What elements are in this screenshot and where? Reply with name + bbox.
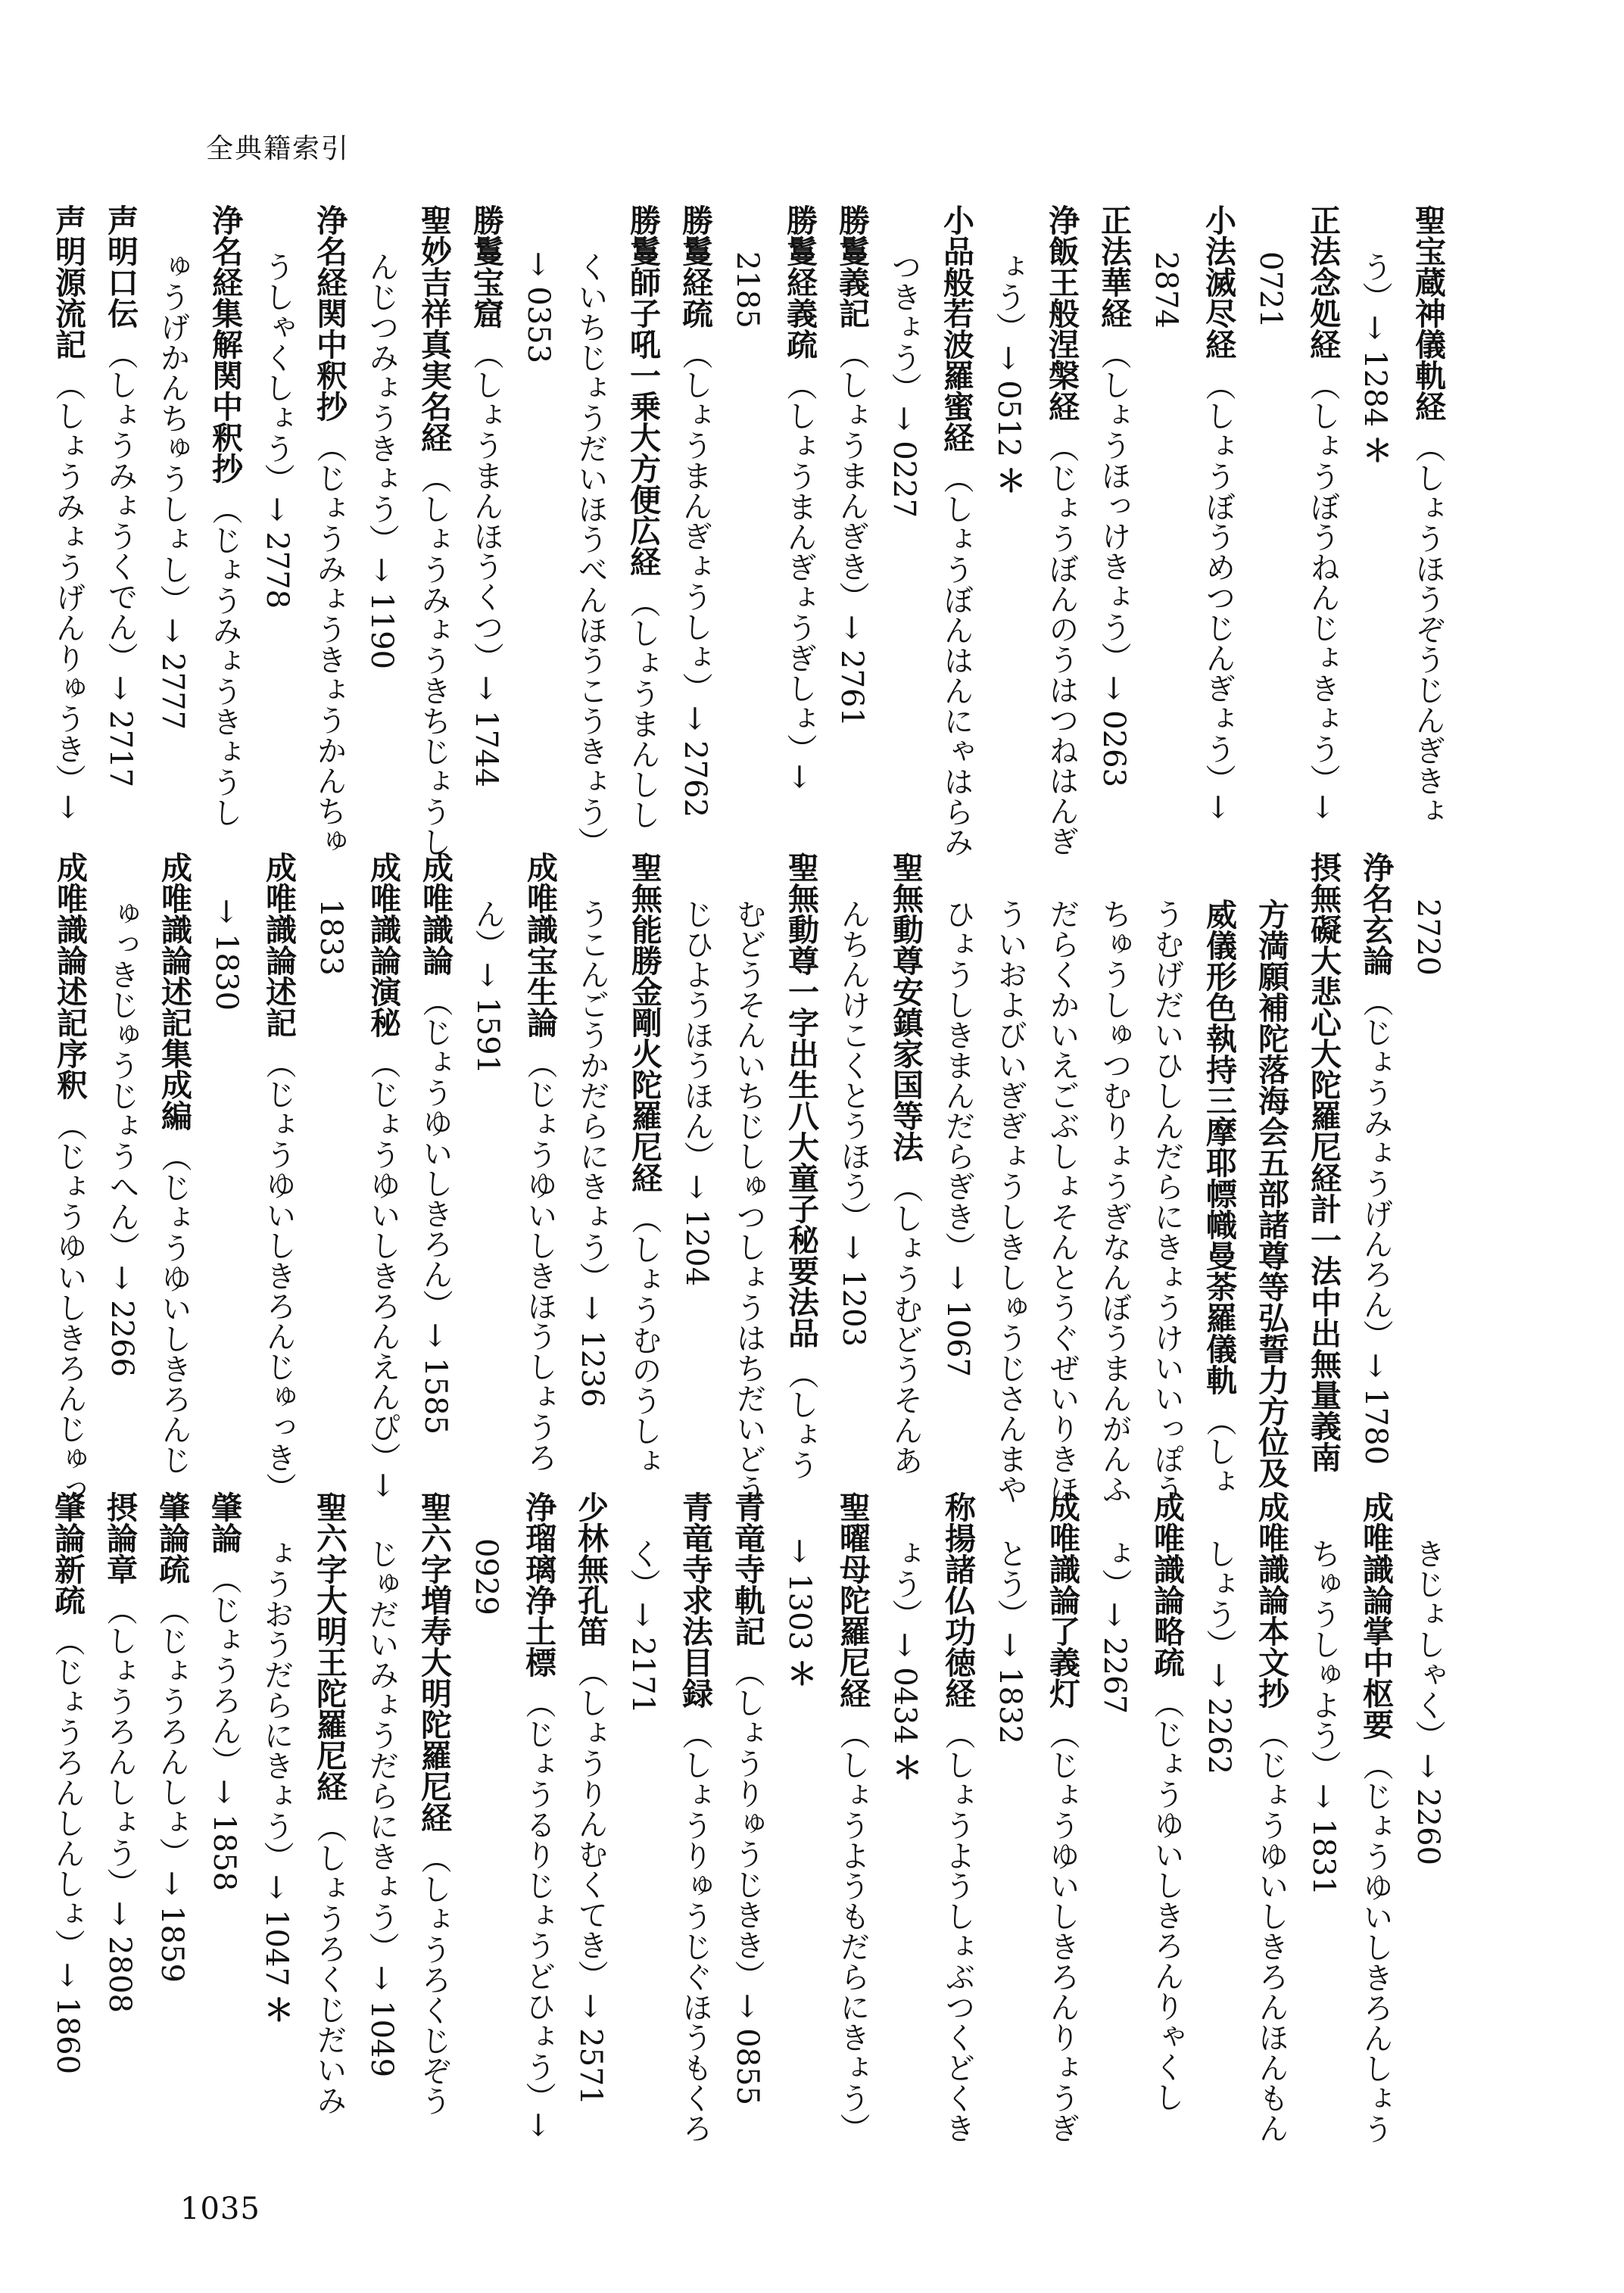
index-entry-continuation: [1139, 204, 1192, 787]
index-headword: 声明口伝: [102, 204, 139, 329]
index-entry: [357, 852, 409, 1498]
index-entry-continuation: [1140, 852, 1192, 1504]
cross-reference: → 1190: [364, 557, 399, 670]
index-reading: （じょうゆいしきろんえんぴ）→: [366, 1048, 401, 1498]
index-reading: （しょうようしょぶつくどくき: [940, 1719, 975, 2143]
index-headword: 正法念処経: [1304, 204, 1341, 360]
index-reading: （じょうゆいしきろんじゅっき）: [261, 1048, 296, 1503]
index-reading: ん）: [470, 899, 505, 959]
index-headword: 聖無動尊安鎮家国等法: [887, 852, 924, 1162]
index-reading: ちゅうしゅよう）: [1306, 1538, 1341, 1781]
index-entry: [94, 204, 146, 787]
index-headword: 少林無孔笛: [572, 1491, 609, 1647]
index-headword: 肇論疏: [154, 1491, 190, 1584]
index-reading: んちんけこくとうほう）: [836, 899, 871, 1232]
index-headword: 成唯識論本文抄: [1253, 1491, 1289, 1709]
index-reading: だらくかいえごぶしょそんとうぐぜいりきほ: [1045, 899, 1080, 1504]
index-reading: しょう）: [1202, 1538, 1236, 1659]
index-entry: [826, 1491, 878, 2143]
index-headword: 成唯識論演秘: [365, 852, 401, 1038]
index-headword: 小品般若波羅蜜経: [938, 204, 974, 453]
index-entry: [618, 852, 670, 1476]
index-reading: （じょうゆいしきろんりょうぎ: [1045, 1719, 1080, 2143]
index-reading: じひようほうほん）: [679, 899, 714, 1171]
cross-reference: → 2266: [104, 1265, 139, 1378]
index-reading: むどうそんいちじしゅつしょうはちだいどう: [731, 899, 766, 1504]
index-entry: [148, 852, 200, 1475]
index-entry: [1245, 1491, 1297, 2143]
index-entry: [409, 852, 461, 1442]
cross-reference: → 1859: [154, 1871, 189, 1983]
index-reading: ょう）: [991, 251, 1026, 342]
index-entry: [145, 1491, 198, 2074]
index-entry: [1035, 204, 1087, 856]
index-entry-continuation: [877, 204, 930, 787]
index-entry-continuation: [1244, 204, 1296, 787]
cross-reference: → 1830: [209, 899, 244, 1011]
index-reading: （しょうまんぎき）: [834, 339, 869, 612]
cross-reference: → 0263: [1096, 675, 1131, 788]
index-reading: （じょうゆいしきろんりゃくし: [1149, 1688, 1184, 2112]
running-head: 全典籍索引: [206, 133, 351, 164]
index-reading: （しょうりゅうじぐほうもくろ: [678, 1719, 712, 2143]
index-entry-continuation: [878, 1491, 931, 2074]
cross-reference: → 2267: [1097, 1602, 1132, 1715]
index-headword: 摂無礙大悲心大陀羅尼経計一法中出無量義南: [1305, 852, 1342, 1472]
index-headword: 聖宝蔵神儀軌経: [1410, 204, 1446, 422]
index-entry-continuation: [773, 1491, 826, 2074]
index-band-3: [49, 1491, 1454, 2144]
index-reading: つきょう）: [887, 251, 921, 403]
index-reading: （しょうほっけきょう）: [1096, 339, 1131, 672]
cross-reference: 2185: [730, 251, 765, 329]
index-headword: 聖六字増寿大明陀羅尼経: [416, 1491, 452, 1833]
cross-reference: → 1831: [1306, 1784, 1341, 1896]
index-reading: （しょうまんほうくつ）: [469, 339, 503, 672]
index-headword: 肇論新疏: [49, 1491, 86, 1615]
index-entry: [303, 204, 355, 856]
index-entry-continuation: [200, 852, 252, 1442]
cross-reference: → 2777: [155, 618, 190, 731]
cross-reference: → 1067: [940, 1265, 975, 1378]
index-reading: （じょうみょうげんろん）: [1358, 986, 1393, 1350]
cross-reference: → 0227: [887, 406, 921, 519]
index-reading: ゅうげかんちゅうしょし）: [155, 251, 190, 615]
index-entry: [41, 1491, 93, 2074]
index-reading: （しょうろくじぞう: [416, 1843, 451, 2116]
index-headword: 称揚諸仏功徳経: [940, 1491, 976, 1709]
index-headword: 浄名経集解関中釈抄: [207, 204, 243, 484]
cross-reference: 1833: [313, 899, 348, 976]
index-entry-continuation: [982, 204, 1035, 787]
index-reading: （じょうぼんのうはつねはんぎ: [1044, 432, 1079, 856]
index-entry-continuation: [355, 1491, 407, 2078]
cross-reference: → 1832: [993, 1632, 1027, 1745]
index-reading: （じょうゆいしきろんじ: [157, 1142, 192, 1475]
index-reading: （じょうろん）: [207, 1564, 242, 1776]
cross-reference: → 2808: [102, 1901, 137, 2014]
cross-reference: → 2761: [834, 615, 869, 727]
index-entry: [1349, 852, 1401, 1466]
cross-reference: → 1303: [782, 1538, 817, 1651]
cross-reference: → 1585: [418, 1323, 453, 1435]
index-headword: 勝鬘義記: [834, 204, 870, 329]
index-entry-continuation: [1401, 852, 1454, 1442]
index-entry: [513, 852, 566, 1472]
index-entry: [198, 204, 251, 827]
index-reading: （しょうまんぎょうしょ）: [678, 339, 712, 703]
index-headword: 成唯識論了義灯: [1044, 1491, 1080, 1709]
index-headword: 聖妙吉祥真実名経: [416, 204, 452, 453]
index-reading: （しょうむのうしょ: [627, 1204, 662, 1476]
index-entry: [879, 852, 931, 1475]
index-headword: 浄飯王般涅槃経: [1043, 204, 1080, 422]
cross-reference: → 1203: [836, 1235, 871, 1347]
index-reading: （しょうみょうくでん）: [103, 339, 138, 672]
index-reading: きじょしゃく）: [1410, 1538, 1445, 1750]
index-entry: [1036, 1491, 1088, 2143]
index-entry: [564, 1491, 616, 2106]
index-entry: [1140, 1491, 1192, 2112]
cross-reference: → 2762: [678, 706, 712, 818]
index-entry: [42, 204, 94, 820]
index-entry: [1401, 204, 1454, 826]
index-headword: 成唯識論述記序釈: [51, 852, 88, 1100]
index-headword: 聖無動尊一字出生八大童子秘要法品: [783, 852, 819, 1348]
index-headword: 小法滅尽経: [1200, 204, 1236, 360]
index-reading: ょうおうだらにきょう）: [259, 1538, 294, 1871]
index-band-2: [51, 852, 1454, 1504]
index-reading: （しょうまんぎょうぎしょ）→: [782, 370, 817, 790]
index-reading: （しょうろんしょう）: [102, 1595, 137, 1898]
index-entry-continuation: [722, 852, 775, 1504]
index-entry: [460, 204, 512, 787]
index-entry-continuation: [355, 204, 407, 787]
index-reading: （しょうみょうげんりゅうき）→: [51, 370, 86, 820]
index-reading: （じょうみょうきょうかんちゅ: [312, 432, 347, 856]
index-entry-continuation: [616, 1491, 669, 2074]
cross-reference: → 1284: [1357, 315, 1392, 428]
index-reading: くいちじょうだいほうべんほうこうきょう）: [573, 251, 608, 857]
index-reading: く）: [625, 1538, 660, 1599]
index-reading: （しょうりんむくてき）: [573, 1657, 608, 1990]
index-entry-continuation: [721, 204, 773, 787]
cross-reference: → 1860: [50, 1962, 85, 2075]
index-headword: 成唯識宝生論: [522, 852, 558, 1038]
index-headword: 勝鬘経義疏: [781, 204, 818, 360]
index-reading: （じょうゆいしきほうしょうろ: [522, 1048, 557, 1472]
index-entry-continuation: [251, 204, 303, 787]
index-headword: 浄名経関中釈抄: [311, 204, 348, 422]
cross-reference: → 1236: [575, 1295, 609, 1408]
index-reading: （じょうみょうきょうし: [207, 494, 242, 827]
index-headword: 勝鬘経疏: [677, 204, 713, 329]
asterisk-mark: ＊: [991, 465, 1027, 496]
index-entry: [93, 1491, 145, 2074]
index-reading: じゅだいみょうだらにきょう）: [364, 1538, 399, 1962]
index-entry: [43, 852, 95, 1504]
index-entry-continuation: [1088, 852, 1140, 1504]
index-reading: （しょうみょうきちじょうし: [416, 463, 451, 857]
cross-reference: → 1780: [1358, 1353, 1393, 1466]
index-headword: 浄名玄論: [1357, 852, 1394, 976]
cross-reference: → 1204: [679, 1174, 714, 1287]
cross-reference: → 2571: [573, 1993, 608, 2106]
index-reading: （じょうるりじょうどひょう）→: [521, 1688, 556, 2138]
index-headword: 成唯識論掌中枢要: [1357, 1491, 1394, 1740]
index-headword: 聖無能勝金剛火陀羅尼経: [626, 852, 662, 1193]
index-headword: 摂論章: [101, 1491, 138, 1584]
index-entry-continuation: [983, 1491, 1036, 2074]
index-entry-continuation: [1192, 852, 1245, 1497]
index-headword: 威儀形色執持三摩耶幖幟曼荼羅儀軌: [1201, 899, 1237, 1395]
index-entry: [1192, 204, 1244, 820]
index-headword: 浄瑠璃浄土標: [520, 1491, 556, 1678]
cross-reference: → 0353: [521, 251, 556, 364]
cross-reference: → 1047: [259, 1874, 294, 1987]
cross-reference: 0721: [1253, 251, 1288, 329]
asterisk-mark: ＊: [1357, 435, 1393, 466]
index-reading: とう）: [993, 1538, 1027, 1629]
index-reading: （しょうまんしし: [625, 587, 660, 830]
index-reading: ょう）: [887, 1538, 922, 1629]
index-reading: （しょうりゅうじきき）: [730, 1657, 765, 1990]
index-headword: 成唯識論述記: [260, 852, 297, 1038]
cross-reference: → 2260: [1410, 1753, 1445, 1866]
index-entry-continuation: [931, 852, 983, 1442]
index-entry-continuation: [304, 852, 357, 1442]
index-reading: （じょうろんしょ）: [154, 1595, 189, 1868]
cross-reference: → 0855: [730, 1993, 765, 2106]
index-entry-continuation: [670, 852, 722, 1442]
index-entry-continuation: [566, 852, 618, 1442]
index-reading: （しょう: [784, 1359, 818, 1480]
cross-reference: → 1858: [207, 1779, 242, 1892]
index-entry: [721, 1491, 773, 2106]
index-reading: （しょうようもだらにきょう）: [835, 1719, 870, 2143]
index-entry: [775, 852, 827, 1480]
index-entry: [252, 852, 304, 1503]
index-entry: [669, 1491, 721, 2143]
index-entry-continuation: [1348, 204, 1401, 787]
cross-reference: → 0434: [887, 1632, 922, 1745]
index-entry: [512, 1491, 564, 2138]
index-entry: [669, 204, 721, 818]
cross-reference: → 1049: [364, 1965, 399, 2078]
index-reading: （しょうほうぞうじんぎきょ: [1410, 432, 1445, 826]
asterisk-mark: ＊: [887, 1752, 923, 1783]
index-reading: （じょうゆいしきろんしょう: [1358, 1750, 1393, 2144]
cross-reference: 0929: [469, 1538, 503, 1615]
index-headword: 肇論: [206, 1491, 242, 1553]
index-entry: [1296, 204, 1348, 820]
index-entry: [616, 204, 669, 830]
index-reading: （しょうむどうそんあ: [888, 1173, 923, 1475]
index-entry: [930, 204, 982, 857]
index-entry-continuation: [460, 1491, 512, 2074]
index-reading: ちゅうしゅつむりょうぎなんぼうまんがんふ: [1097, 899, 1132, 1504]
index-headword: 青竜寺求法目録: [677, 1491, 713, 1709]
index-entry-continuation: [95, 852, 148, 1442]
index-entry-continuation: [250, 1491, 303, 2074]
cross-reference: 2720: [1410, 899, 1445, 976]
index-entry-continuation: [983, 852, 1036, 1504]
index-entry-continuation: [512, 204, 564, 787]
index-band-1: [50, 204, 1454, 857]
index-entry: [825, 204, 877, 787]
index-reading: （じょうゆいしきろんほんもん: [1254, 1719, 1289, 2143]
index-entry: [931, 1491, 983, 2143]
index-entry-continuation: [1036, 852, 1088, 1504]
index-reading: （しょうぼんはんにゃはらみ: [939, 463, 974, 857]
index-headword: 成唯識論述記集成編: [156, 852, 192, 1131]
index-entry: [198, 1491, 250, 2074]
index-entry: [1349, 1491, 1401, 2144]
index-reading: うしゃくしょう）: [260, 251, 295, 494]
cross-reference: → 2717: [103, 675, 138, 788]
index-reading: （じょうゆいしきろんじゅっ: [52, 1111, 87, 1504]
index-headword: 聖曜母陀羅尼経: [834, 1491, 871, 1709]
index-entry: [1297, 852, 1349, 1472]
cross-reference: → 2262: [1202, 1662, 1236, 1775]
index-headword: 勝鬘宝窟: [468, 204, 504, 329]
index-headword: 方満願補陀落海会五部諸尊等弘誓力方位及: [1253, 899, 1289, 1488]
index-headword: 勝鬘師子吼一乗大方便広経: [625, 204, 661, 577]
index-reading: ういおよびいぎぎょうしきしゅうじさんまや: [993, 899, 1027, 1504]
index-reading: （しょうろくじだいみ: [312, 1812, 347, 2115]
page-number: 1035: [180, 2192, 260, 2226]
index-reading: ゅっきじゅうじょうへん）: [104, 899, 139, 1262]
index-headword: 成唯識論: [417, 852, 454, 976]
asterisk-mark: ＊: [782, 1658, 818, 1689]
index-entry-continuation: [1401, 1491, 1454, 2074]
index-entry: [407, 1491, 460, 2116]
index-entry-continuation: [146, 204, 198, 787]
index-entry: [303, 1491, 355, 2115]
index-entry-continuation: [827, 852, 879, 1442]
index-entry: [1087, 204, 1139, 787]
cross-reference: → 2778: [260, 497, 295, 609]
cross-reference: → 1744: [469, 675, 503, 788]
cross-reference: 2874: [1149, 251, 1183, 329]
index-headword: 声明源流記: [50, 204, 86, 360]
index-reading: （しょうぼうめつじんぎょう）→: [1201, 370, 1236, 820]
index-reading: うむげだいひしんだらにきょうけいいっぽう: [1149, 899, 1184, 1504]
index-reading: うこんごうかだらにきょう）: [575, 899, 609, 1292]
index-reading: （しょうぼうねんじょきょう）→: [1305, 370, 1340, 820]
index-reading: う）: [1357, 251, 1392, 312]
index-entry-continuation: [1192, 1491, 1245, 2074]
index-headword: 正法華経: [1096, 204, 1132, 329]
index-reading: んじつみょうきょう）: [364, 251, 399, 554]
index-entry-continuation: [461, 852, 513, 1442]
cross-reference: → 1591: [470, 962, 505, 1075]
index-entry: [407, 204, 460, 857]
index-reading: ょ）: [1097, 1538, 1132, 1599]
cross-reference: → 0512: [991, 345, 1026, 458]
index-entry-continuation: [1297, 1491, 1349, 2074]
index-entry-continuation: [1088, 1491, 1140, 2074]
index-entry-continuation: [564, 204, 616, 857]
asterisk-mark: ＊: [259, 1994, 295, 2025]
index-headword: 成唯識論略疏: [1149, 1491, 1185, 1678]
index-headword: 聖六字大明王陀羅尼経: [311, 1491, 348, 1802]
index-reading: （じょうろんしんしょ）: [50, 1626, 85, 1959]
index-entry-continuation: [1245, 852, 1297, 1488]
index-reading: （しょ: [1202, 1406, 1236, 1497]
cross-reference: → 2171: [625, 1602, 660, 1715]
index-entry: [773, 204, 825, 790]
index-reading: （じょうゆいしきろん）: [418, 986, 453, 1319]
index-reading: ひょうしきまんだらぎき）: [940, 899, 975, 1262]
index-headword: 青竜寺軌記: [729, 1491, 765, 1647]
